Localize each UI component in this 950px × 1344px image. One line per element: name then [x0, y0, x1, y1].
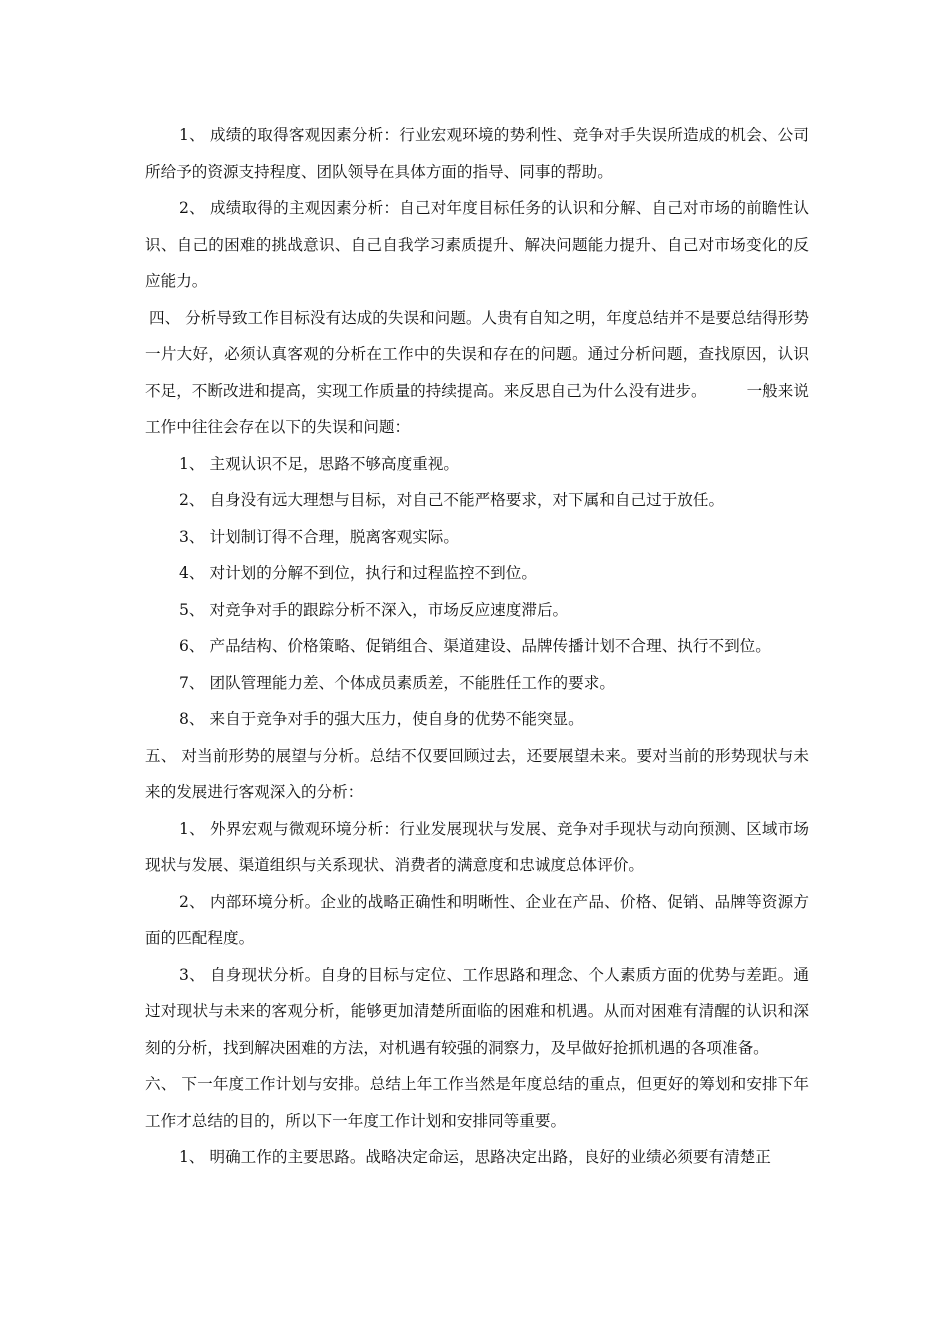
- list-item-4: 4、 对计划的分解不到位，执行和过程监控不到位。: [179, 564, 537, 582]
- section-heading-six: 六、 下一年度工作计划与安排。总结上年工作当然是年度总结的重点，但更好的筹划和安排下年工作才总结的目的，所以下一年度工作计划和安排同等重要。: [145, 1075, 809, 1130]
- list-item-5: 5、 对竞争对手的跟踪分析不深入，市场反应速度滞后。: [179, 600, 569, 619]
- paragraph-3-main: 四、 分析导致工作目标没有达成的失误和问题。人贵有自知之明，年度总结并不是要总结得形势一片大好，必须认真客观的分析在工作中的失误和存在的问题。通过分析问题，查找原因，认识不足，不断改进和提高，实现工作质量的持续提高。来反思自己为什么没有进步。: [145, 308, 809, 400]
- paragraph-1: 1、 成绩的取得客观因素分析：行业宏观环境的势利性、竞争对手失误所造成的机会、公司所给予的资源支持程度、团队领导在具体方面的指导、同事的帮助。: [145, 126, 809, 181]
- paragraph-external-analysis: 1、 外界宏观与微观环境分析：行业发展现状与发展、竞争对手现状与动向预测、区域市场现状与发展、渠道组织与关系现状、消费者的满意度和忠诚度总体评价。: [145, 819, 809, 874]
- list-item-7: 7、 团队管理能力差、个体成员素质差，不能胜任工作的要求。: [179, 673, 615, 692]
- list-item-6: 6、 产品结构、价格策略、促销组合、渠道建设、品牌传播计划不合理、执行不到位。: [179, 637, 771, 655]
- list-item-2: 2、 自身没有远大理想与目标，对自己不能严格要求，对下属和自己过于放任。: [179, 491, 725, 509]
- paragraph-3: [145, 300, 809, 446]
- paragraph-2: 2、 成绩取得的主观因素分析：自己对年度目标任务的认识和分解、自己对市场的前瞻性认识、自己的困难的挑战意识、自己自我学习素质提升、解决问题能力提升、自己对市场变化的反应能力。: [145, 199, 809, 290]
- paragraph-self-analysis: 3、 自身现状分析。自身的目标与定位、工作思路和理念、个人素质方面的优势与差距。通过对现状与未来的客观分析，能够更加清楚所面临的困难和机遇。从而对困难有清醒的认识和深刻的分析，找到解决困难的方法，对机遇有较强的洞察力，及早做好抢抓机遇的各项准备。: [145, 965, 809, 1057]
- paragraph-plan-1: 1、 明确工作的主要思路。战略决定命运，思路决定出路，良好的业绩必须要有清楚正: [179, 1148, 771, 1166]
- list-item-8: 8、 来自于竞争对手的强大压力，使自身的优势不能突显。: [179, 710, 584, 728]
- document-page: [145, 117, 809, 1176]
- list-item-1: 1、 主观认识不足，思路不够高度重视。: [179, 454, 459, 473]
- list-item-3: 3、 计划制订得不合理，脱离客观实际。: [179, 527, 459, 546]
- paragraph-3-tail: 一般来说工作中往往会存在以下的失误和问题：: [145, 381, 809, 436]
- paragraph-internal-analysis: 2、 内部环境分析。企业的战略正确性和明晰性、企业在产品、价格、促销、品牌等资源方面的匹配程度。: [145, 892, 809, 947]
- section-heading-five: 五、 对当前形势的展望与分析。总结不仅要回顾过去，还要展望未来。要对当前的形势现状与未来的发展进行客观深入的分析：: [145, 746, 809, 801]
